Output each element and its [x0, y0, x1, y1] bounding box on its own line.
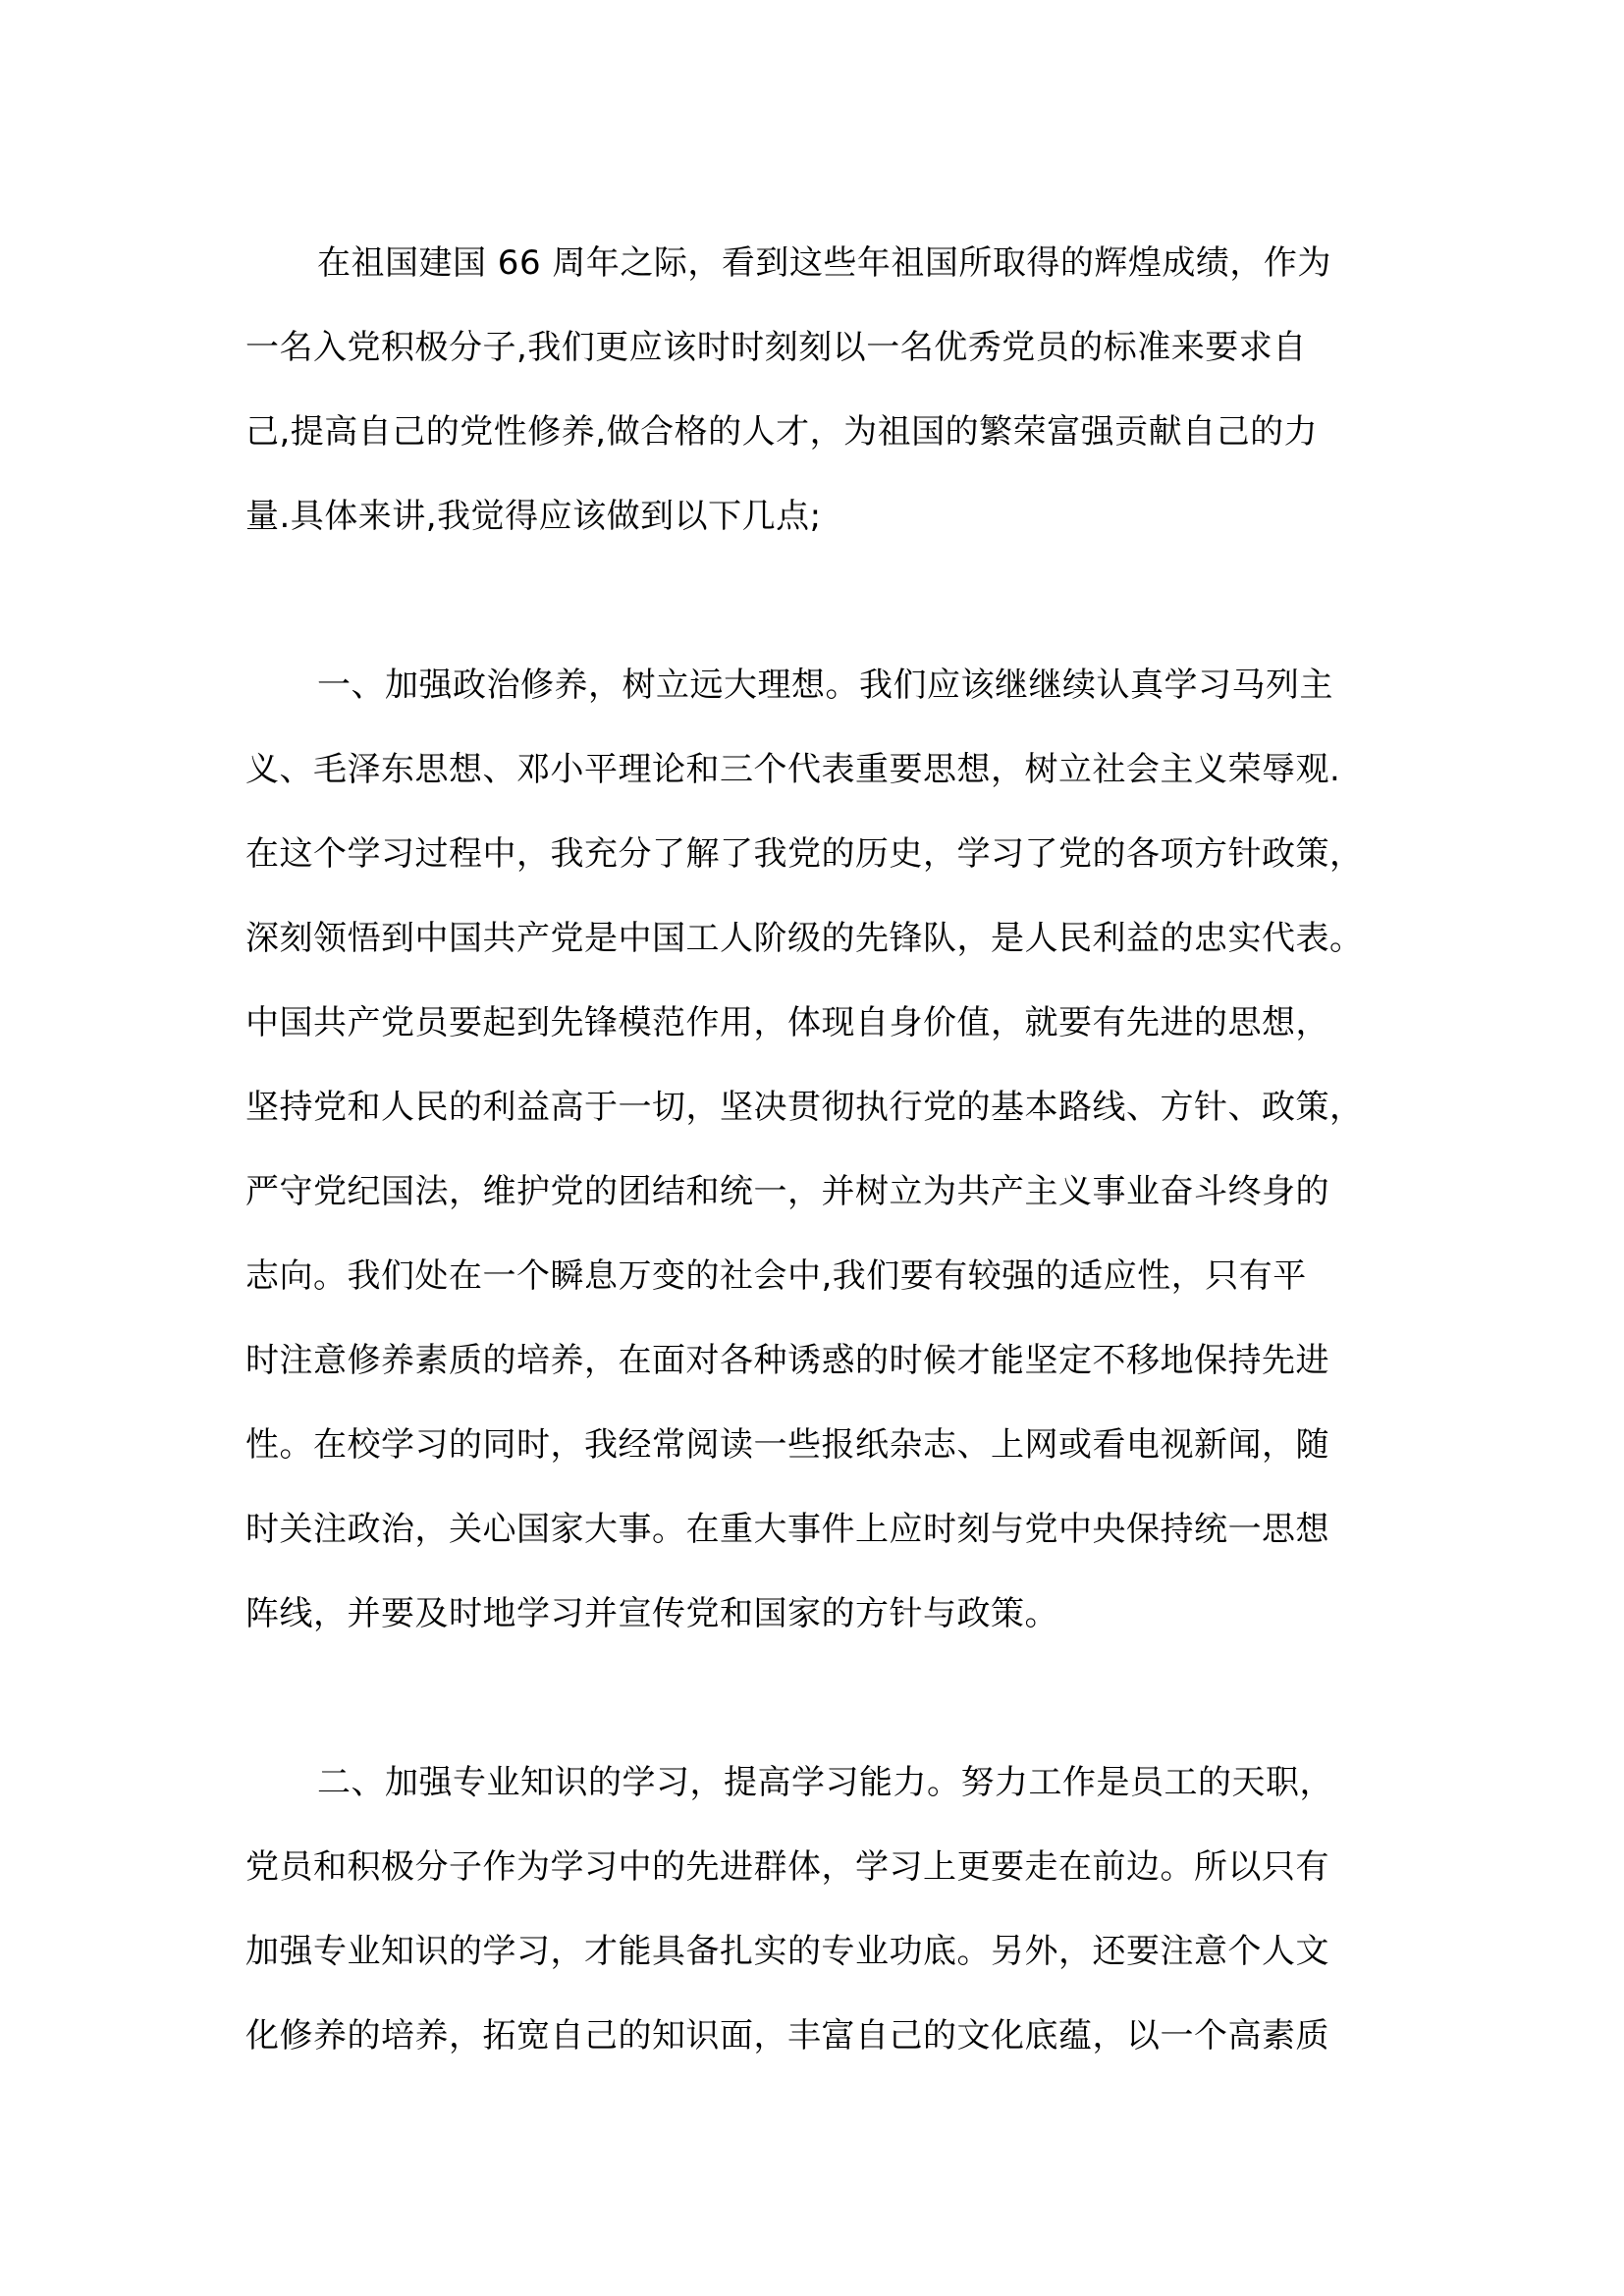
- text-line: 深刻领悟到中国共产党是中国工人阶级的先锋队，是人民利益的忠实代表。: [245, 919, 1364, 958]
- text-line: 义、毛泽东思想、邓小平理论和三个代表重要思想，树立社会主义荣辱观.: [245, 750, 1341, 789]
- text-line: 一、加强政治修养，树立远大理想。我们应该继继续认真学习马列主: [317, 666, 1333, 705]
- paragraph-gap: [245, 559, 1389, 643]
- text-line: 量.具体来讲,我觉得应该做到以下几点;: [245, 497, 822, 536]
- text-line: 时关注政治，关心国家大事。在重大事件上应时刻与党中央保持统一思想: [245, 1510, 1329, 1549]
- text-line: 一名入党积极分子,我们更应该时时刻刻以一名优秀党员的标准来要求自: [245, 328, 1307, 367]
- text-line: 严守党纪国法，维护党的团结和统一，并树立为共产主义事业奋斗终身的: [245, 1172, 1329, 1211]
- paragraph-3: [245, 1740, 1389, 2078]
- text-line: 中国共产党员要起到先锋模范作用，体现自身价值，就要有先进的思想，: [245, 1003, 1329, 1042]
- document-body: [245, 221, 1389, 2078]
- paragraph-gap: [245, 1656, 1389, 1740]
- text-line: 性。在校学习的同时，我经常阅读一些报纸杂志、上网或看电视新闻，随: [245, 1425, 1329, 1465]
- text-line: 己,提高自己的党性修养,做合格的人才，为祖国的繁荣富强贡献自己的力: [245, 412, 1319, 452]
- paragraph-1: [245, 221, 1389, 559]
- text-line: 在这个学习过程中，我充分了解了我党的历史，学习了党的各项方针政策，: [245, 834, 1364, 874]
- text-line: 二、加强专业知识的学习，提高学习能力。努力工作是员工的天职，: [317, 1763, 1333, 1802]
- text-line: 党员和积极分子作为学习中的先进群体，学习上更要走在前边。所以只有: [245, 1847, 1329, 1887]
- text-line: 志向。我们处在一个瞬息万变的社会中,我们要有较强的适应性，只有平: [245, 1256, 1307, 1296]
- paragraph-2: [245, 643, 1389, 1656]
- text-line: 加强专业知识的学习，才能具备扎实的专业功底。另外，还要注意个人文: [245, 1932, 1329, 1971]
- text-line: 时注意修养素质的培养，在面对各种诱惑的时候才能坚定不移地保持先进: [245, 1341, 1329, 1380]
- text-line: 坚持党和人民的利益高于一切，坚决贯彻执行党的基本路线、方针、政策，: [245, 1088, 1364, 1127]
- text-line: 化修养的培养，拓宽自己的知识面，丰富自己的文化底蕴，以一个高素质: [245, 2016, 1329, 2056]
- text-line: 阵线，并要及时地学习并宣传党和国家的方针与政策。: [245, 1594, 1058, 1633]
- text-line: 在祖国建国 66 周年之际，看到这些年祖国所取得的辉煌成绩，作为: [317, 243, 1331, 283]
